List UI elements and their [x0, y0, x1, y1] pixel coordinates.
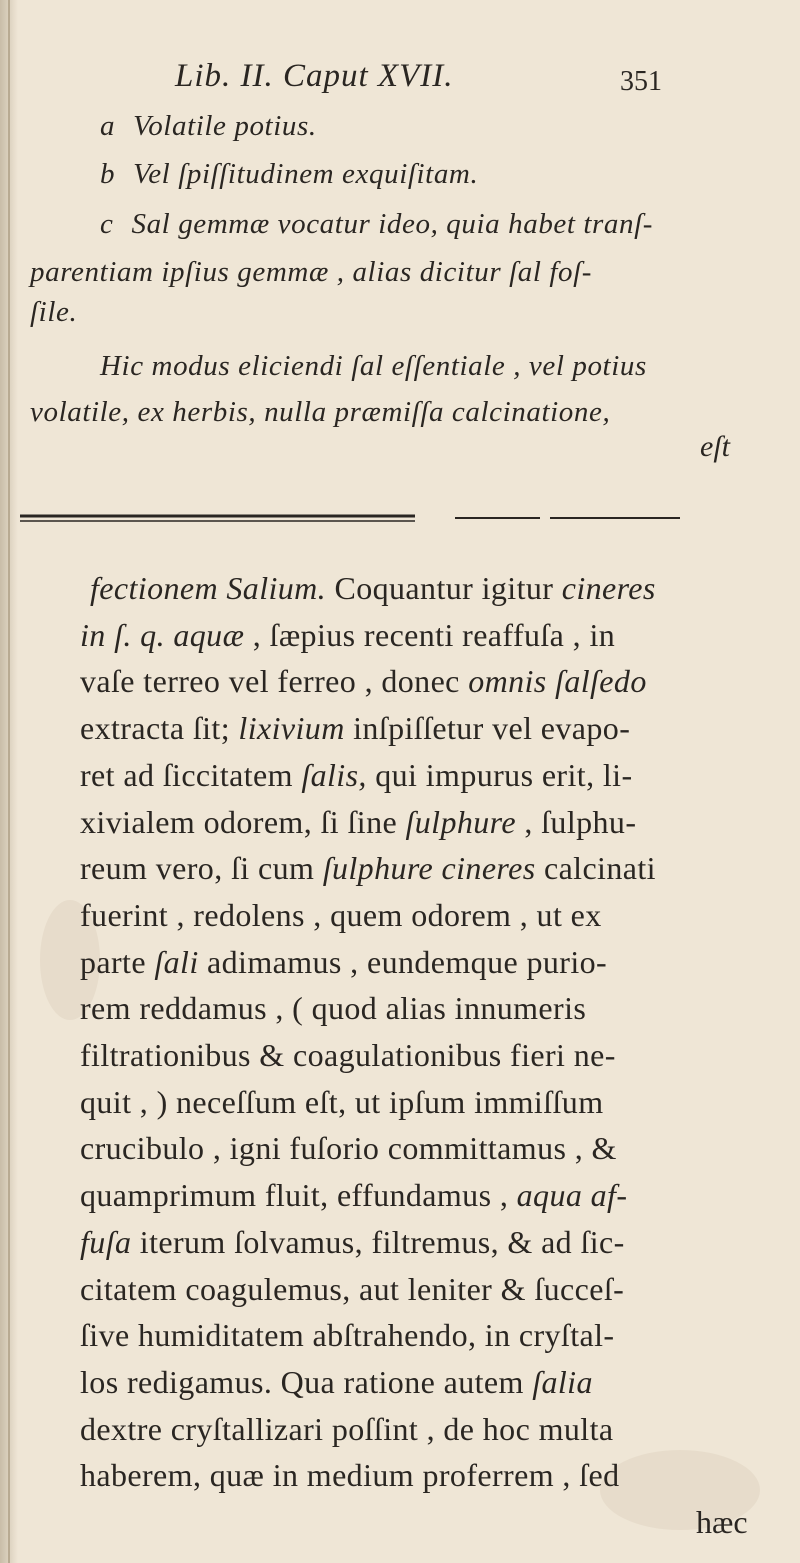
text-segment: inſpiſſetur vel evapo-	[344, 710, 631, 746]
italic-text: ſalia	[532, 1364, 593, 1400]
text-segment: ſive humiditatem abſtrahendo, in cryſtal-	[80, 1317, 615, 1353]
body-line	[80, 944, 607, 981]
italic-text: ſulphure	[405, 804, 516, 840]
italic-text: lixivium	[238, 710, 345, 746]
note-line	[100, 158, 478, 191]
italic-text: fuſa	[80, 1224, 132, 1260]
body-line	[80, 1177, 627, 1214]
body-line	[80, 1224, 625, 1261]
body-line	[80, 757, 633, 794]
body-line	[80, 663, 647, 700]
note-text: ſile.	[30, 296, 78, 328]
text-segment: rem reddamus , ( quod alias innumeris	[80, 990, 587, 1026]
note-text: Hic modus eliciendi ſal eſſentiale , vel potius	[100, 350, 647, 382]
text-segment: citatem coagulemus, aut leniter & ſucceſ-	[80, 1271, 625, 1307]
italic-text: ſali	[154, 944, 199, 980]
page-number: 351	[620, 66, 662, 97]
italic-text: in ſ. q. aquæ	[80, 617, 245, 653]
running-head	[175, 58, 735, 98]
body-line	[80, 1411, 613, 1448]
text-segment: , ſulphu-	[515, 804, 637, 840]
body-line	[80, 897, 602, 934]
note-marker: b	[100, 158, 116, 190]
section-divider	[0, 510, 800, 526]
italic-text: ſulphure cineres	[322, 850, 536, 886]
text-segment: filtrationibus & coagulationibus fieri ne-	[80, 1037, 616, 1073]
text-segment: adimamus , eundemque purio-	[198, 944, 608, 980]
note-line	[100, 110, 317, 143]
body-line	[80, 617, 615, 654]
text-segment: extracta ſit;	[80, 710, 239, 746]
text-segment: dextre cryſtallizari poſſint , de hoc multa	[80, 1411, 614, 1447]
text-segment: vaſe terreo vel ferreo , donec	[80, 663, 469, 699]
note-text: Sal gemmæ vocatur ideo, quia habet tranſ-	[131, 208, 654, 240]
text-segment: , ſæpius recenti reaffuſa , in	[244, 617, 616, 653]
body-line	[80, 1037, 616, 1074]
note-line	[30, 256, 592, 289]
text-segment: quamprimum fluit, effundamus ,	[80, 1177, 517, 1213]
note-text: Vel ſpiſſitudinem exquiſitam.	[133, 158, 479, 190]
body-line	[80, 1364, 593, 1401]
text-segment: los redigamus. Qua ratione autem	[80, 1364, 533, 1400]
body-line	[80, 990, 586, 1027]
text-segment: fuerint , redolens , quem odorem , ut ex	[80, 897, 602, 933]
italic-text: cineres	[561, 570, 656, 606]
text-segment: calcinati	[535, 850, 656, 886]
text-segment: Coquantur igitur	[326, 570, 562, 606]
text-segment: crucibulo , igni fuſorio committamus , &	[80, 1130, 617, 1166]
note-text: volatile, ex herbis, nulla præmiſſa calcinatione,	[30, 396, 611, 428]
body-line	[80, 1130, 617, 1167]
body-line	[80, 1084, 604, 1121]
note-text: Volatile potius.	[133, 110, 317, 142]
text-segment: ret ad ſiccitatem	[80, 757, 302, 793]
note-text: parentiam ipſius gemmæ , alias dicitur ſal foſ-	[30, 256, 593, 288]
italic-text: omnis ſalſedo	[468, 663, 647, 699]
body-line	[80, 1317, 614, 1354]
lower-catchword: hæc	[696, 1504, 748, 1540]
body-line	[80, 850, 656, 887]
text-segment: haberem, quæ in medium proferrem , ſed	[80, 1457, 620, 1493]
upper-catchword: eſt	[700, 430, 730, 463]
note-marker: a	[100, 110, 116, 142]
text-segment: xivialem odorem, ſi ſine	[80, 804, 406, 840]
italic-text: aqua af-	[516, 1177, 628, 1213]
body-line	[80, 804, 636, 841]
text-segment: parte	[80, 944, 155, 980]
note-line	[100, 350, 647, 383]
body-line	[90, 570, 656, 607]
binding-gutter	[8, 0, 10, 1563]
body-line	[80, 1271, 624, 1308]
italic-text: fectionem Salium.	[90, 570, 327, 606]
text-segment: iterum ſolvamus, filtremus, & ad ſic-	[131, 1224, 625, 1260]
note-marker: c	[100, 208, 114, 240]
text-segment: qui impurus erit, li-	[366, 757, 633, 793]
text-segment: reum vero, ſi cum	[80, 850, 323, 886]
body-line	[80, 710, 630, 747]
note-line	[30, 296, 77, 329]
note-line	[30, 396, 610, 429]
text-segment: quit , ) neceſſum eſt, ut ipſum immiſſum	[80, 1084, 604, 1120]
italic-text: ſalis,	[301, 757, 367, 793]
body-line	[80, 1457, 619, 1494]
running-title: Lib. II. Caput XVII.	[175, 58, 454, 94]
note-line	[100, 208, 653, 241]
